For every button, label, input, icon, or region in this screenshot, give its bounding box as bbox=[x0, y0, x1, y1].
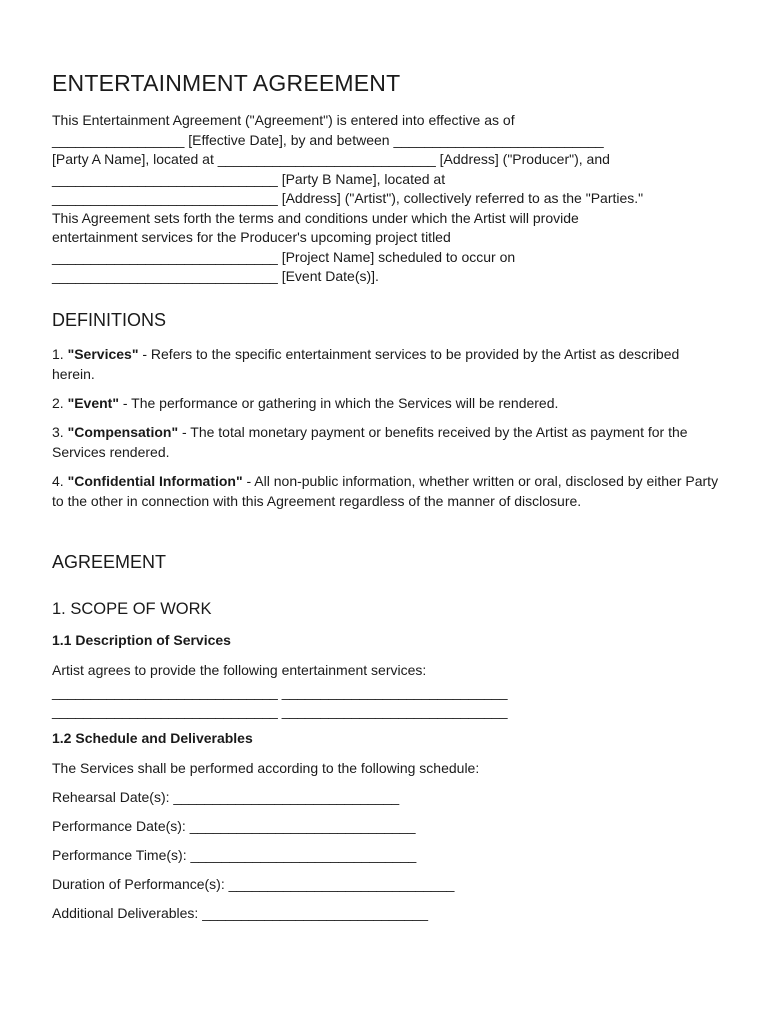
description-text: Artist agrees to provide the following entertainment services: bbox=[52, 662, 427, 678]
definition-item bbox=[52, 394, 722, 414]
definition-term: "Services" bbox=[67, 346, 139, 362]
schedule-field: Duration of Performance(s): _____________________________ bbox=[52, 876, 455, 892]
definition-number: 3. bbox=[52, 424, 64, 440]
intro-line: _____________________________ [Address] ("Artist"), collectively referred to as the "Parties." bbox=[52, 190, 644, 206]
blank-line: _____________________________ _____________________________ bbox=[52, 684, 508, 700]
schedule-text: The Services shall be performed according to the following schedule: bbox=[52, 760, 480, 776]
definition-number: 4. bbox=[52, 473, 64, 489]
intro-line: [Party A Name], located at ____________________________ [Address] ("Producer"), and bbox=[52, 151, 610, 167]
definition-text: - Refers to the specific entertainment services to be provided by the Artist as described herein. bbox=[52, 346, 680, 382]
definition-item bbox=[52, 423, 722, 462]
description-heading: 1.1 Description of Services bbox=[52, 632, 231, 648]
intro-line: entertainment services for the Producer's upcoming project titled bbox=[52, 229, 451, 245]
blank-line: _____________________________ _____________________________ bbox=[52, 703, 508, 719]
scope-of-work-heading: 1. SCOPE OF WORK bbox=[52, 600, 212, 618]
intro-line: _________________ [Effective Date], by and between ___________________________ bbox=[52, 131, 604, 148]
intro-line: This Agreement sets forth the terms and conditions under which the Artist will provide bbox=[52, 209, 579, 226]
intro-paragraph bbox=[52, 111, 732, 287]
schedule-field: Rehearsal Date(s): _____________________________ bbox=[52, 789, 400, 805]
definition-number: 2. bbox=[52, 395, 64, 411]
schedule-field: Performance Time(s): _____________________________ bbox=[52, 847, 417, 863]
intro-line: _____________________________ [Event Date(s)]. bbox=[52, 268, 379, 284]
definition-item bbox=[52, 345, 722, 384]
intro-line: _____________________________ [Project Name] scheduled to occur on bbox=[52, 248, 516, 265]
definition-item bbox=[52, 472, 722, 511]
agreement-heading: AGREEMENT bbox=[52, 552, 167, 572]
definition-text: - All non-public information, whether written or oral, disclosed by either Party to the other in connection with this Agreement regardless of the manner of disclosure. bbox=[52, 473, 719, 509]
intro-line: This Entertainment Agreement ("Agreement") is entered into effective as of bbox=[52, 112, 515, 128]
definition-term: "Event" bbox=[67, 395, 119, 411]
schedule-field: Performance Date(s): _____________________________ bbox=[52, 818, 416, 834]
definition-term: "Confidential Information" bbox=[67, 473, 243, 489]
definition-text: - The total monetary payment or benefits received by the Artist as payment for the Services rendered. bbox=[52, 424, 688, 460]
schedule-field: Additional Deliverables: _____________________________ bbox=[52, 905, 428, 921]
definitions-heading: DEFINITIONS bbox=[52, 310, 167, 330]
definition-text: - The performance or gathering in which the Services will be rendered. bbox=[118, 395, 559, 411]
definition-number: 1. bbox=[52, 346, 64, 362]
intro-line: _____________________________ [Party B Name], located at bbox=[52, 170, 446, 187]
definition-term: "Compensation" bbox=[67, 424, 179, 440]
document-title: ENTERTAINMENT AGREEMENT bbox=[52, 70, 401, 96]
schedule-heading: 1.2 Schedule and Deliverables bbox=[52, 730, 253, 746]
